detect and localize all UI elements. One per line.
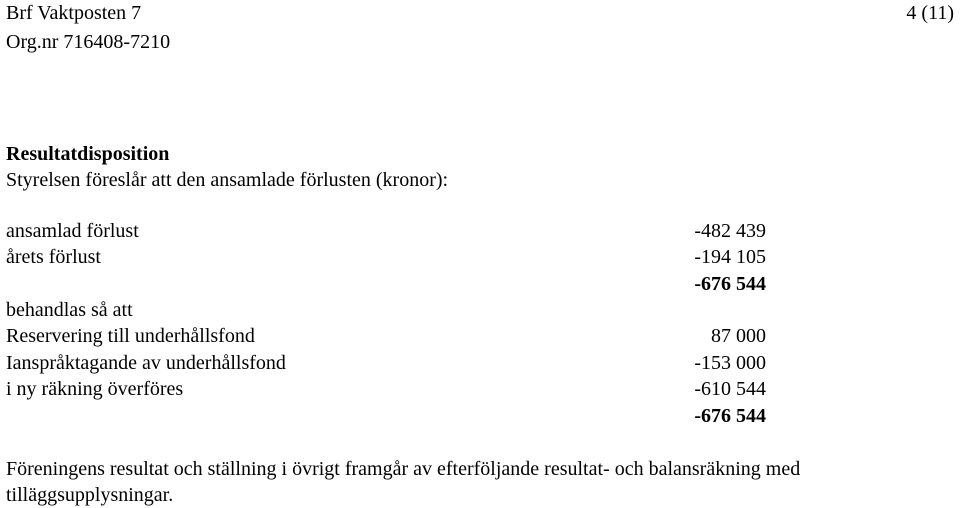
- page-number: 4 (11): [906, 2, 954, 24]
- row-label-reservering: Reservering till underhållsfond: [6, 325, 255, 347]
- footer-note-line1: Föreningens resultat och ställning i övrigt framgår av efterföljande resultat- och balansräkning med: [6, 458, 801, 480]
- row-value-overfores: -610 544: [694, 378, 766, 400]
- row-value-ianspraktagande: -153 000: [694, 352, 766, 374]
- section-title: Resultatdisposition: [6, 143, 170, 165]
- row-label-behandlas: behandlas så att: [6, 299, 133, 321]
- footer-note-line2: tilläggsupplysningar.: [6, 484, 174, 506]
- row-value-ansamlad: -482 439: [694, 220, 766, 242]
- row-value-reservering: 87 000: [711, 325, 766, 347]
- section-intro: Styrelsen föreslår att den ansamlade förlusten (kronor):: [6, 169, 449, 191]
- row-value-arets: -194 105: [694, 246, 766, 268]
- sum-value-2: -676 544: [694, 405, 766, 427]
- row-label-overfores: i ny räkning överföres: [6, 378, 184, 400]
- row-label-ansamlad: ansamlad förlust: [6, 220, 139, 242]
- company-name: Brf Vaktposten 7: [6, 2, 142, 24]
- row-label-ianspraktagande: Ianspråktagande av underhållsfond: [6, 352, 286, 374]
- sum-value-1: -676 544: [694, 273, 766, 295]
- org-number: Org.nr 716408-7210: [6, 31, 171, 53]
- row-label-arets: årets förlust: [6, 246, 101, 268]
